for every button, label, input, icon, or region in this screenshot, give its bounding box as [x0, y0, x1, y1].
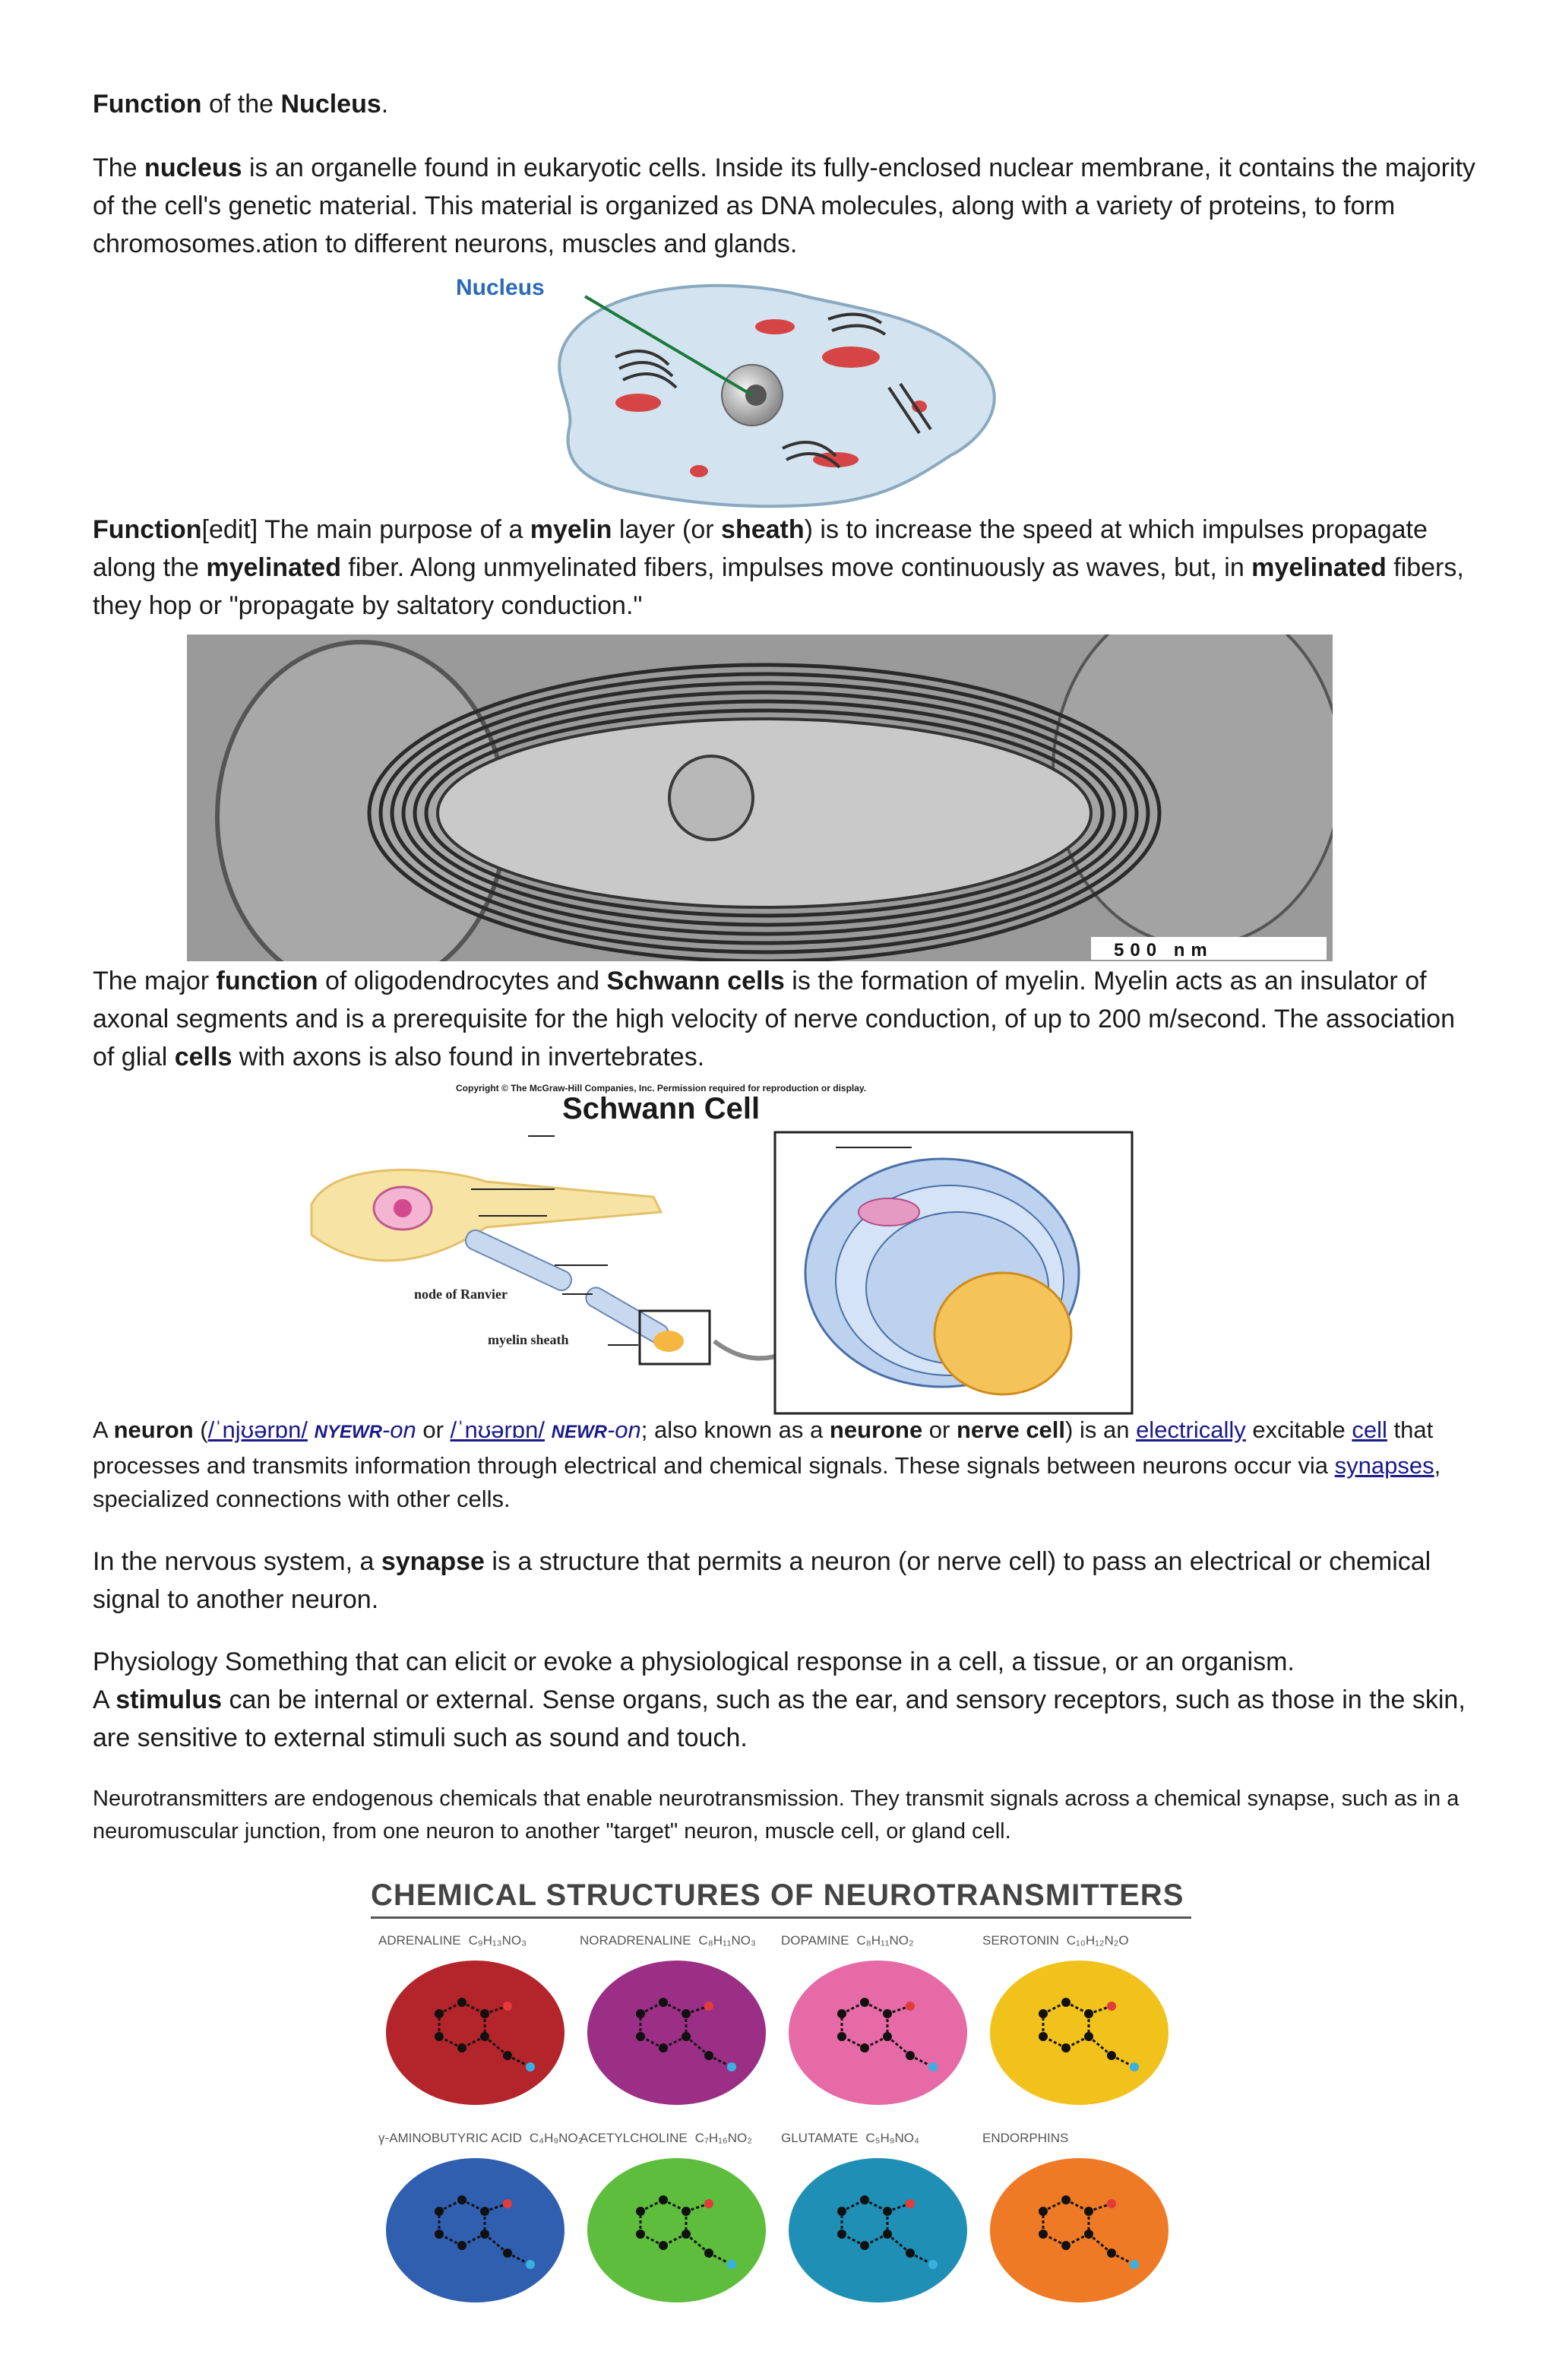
molecule-atom [682, 2207, 691, 2216]
molecule-atom [727, 2260, 736, 2269]
nt-formula: C₇H₁₆NO₂ [694, 2131, 752, 2145]
nt-formula: C₄H₉NO₂ [529, 2131, 584, 2145]
nt-formula: C₅H₉NO₄ [865, 2131, 919, 2145]
heading-nucleus-word: Nucleus [280, 90, 381, 119]
molecule-diagram [386, 2158, 565, 2302]
nt-formula: C₁₀H₁₂N₂O [1066, 1933, 1129, 1948]
nt-label [781, 1933, 914, 1948]
molecule-diagram [789, 1961, 967, 2105]
molecule-atom [1107, 2249, 1116, 2258]
molecule-atom [1039, 2009, 1048, 2018]
molecule-atom [503, 2002, 512, 2011]
paragraph-myelin: Function[edit] The main purpose of a myelin layer (or sheath) is to increase the speed at which impulses propagate along the myelinated fiber. Along unmyelinated fibers, impulses move continuously as waves, but, in myelinated fibers, they hop or "propagate by saltatory conduction." [93, 515, 1464, 620]
molecule-atom [1107, 2199, 1116, 2208]
nt-label [378, 2131, 583, 2146]
myelin-sheath-label: myelin sheath [488, 1332, 569, 1347]
heading-nucleus: Function of the Nucleus. [93, 90, 389, 119]
molecule-atom [659, 1998, 668, 2007]
molecule-atom [1061, 2043, 1071, 2052]
nt-circle [386, 1961, 565, 2105]
molecule-atom [457, 1998, 466, 2007]
molecule-atom [906, 2002, 915, 2011]
nt-name: ADRENALINE [378, 1933, 461, 1948]
molecule-atom [636, 2230, 645, 2239]
molecule-diagram [386, 1961, 565, 2105]
ipa-link-2[interactable]: /ˈnʊərɒn/ [450, 1416, 545, 1443]
molecule-atom [526, 2062, 535, 2071]
title-rule [371, 1916, 1191, 1919]
molecule-atom [480, 2207, 489, 2216]
nt-name: GLUTAMATE [781, 2131, 859, 2145]
molecule-atom [1061, 2241, 1071, 2250]
molecule-atom [480, 2032, 489, 2041]
scale-bar-label: 500 nm [1114, 940, 1213, 961]
paragraph-neurotransmitters: Neurotransmitters are endogenous chemicals that enable neurotransmission. They transmit signals across a chemical synapse, such as in a neuromuscular junction, from one neuron to another "target" neuron, muscle cell, or gland cell. [93, 1787, 1460, 1844]
molecule-atom [860, 2195, 869, 2204]
nt-label [580, 2131, 752, 2146]
molecule-atom [1107, 2002, 1116, 2011]
molecule-atom [1039, 2032, 1048, 2041]
molecule-atom [883, 2230, 892, 2239]
molecule-atom [1061, 2195, 1071, 2204]
molecule-atom [704, 2199, 713, 2208]
nt-circle [990, 2158, 1169, 2302]
nt-name: DOPAMINE [781, 1933, 849, 1948]
molecule-atom [503, 2051, 512, 2060]
molecule-diagram [990, 1961, 1169, 2105]
molecule-atom [503, 2249, 512, 2258]
myelin-micrograph [187, 635, 1333, 961]
molecule-atom [636, 2009, 645, 2018]
molecule-atom [1084, 2207, 1093, 2216]
nt-formula: C₈H₁₁NO₃ [698, 1933, 756, 1948]
node-of-ranvier-label: node of Ranvier [414, 1287, 508, 1302]
schwann-cell-title: Schwann Cell [562, 1092, 761, 1125]
paragraph-neuron: A neuron (/ˈnjʊərɒn/ NYEWR-on or /ˈnʊərɒn/ NEWR-on; also known as a neurone or nerve cell) is an electrically excitable cell that processes and transmits information through electrical and chemical signals. These signals between neurons occur via synapses, specialized connections with other cells. [93, 1416, 1441, 1512]
molecule-atom [682, 2009, 691, 2018]
molecule-atom [1084, 2009, 1093, 2018]
molecule-atom [704, 2002, 713, 2011]
molecule-diagram [587, 2158, 766, 2302]
molecule-atom [704, 2051, 713, 2060]
molecule-atom [682, 2032, 691, 2041]
molecule-atom [457, 2043, 466, 2052]
nt-circle [789, 1961, 967, 2105]
link-synapses[interactable]: synapses [1334, 1452, 1434, 1479]
molecule-atom [860, 2043, 869, 2052]
nt-circle [587, 2158, 766, 2302]
molecule-atom [659, 2241, 668, 2250]
molecule-atom [636, 2207, 645, 2216]
molecule-atom [457, 2241, 466, 2250]
molecule-atom [435, 2230, 444, 2239]
molecule-atom [883, 2009, 892, 2018]
molecule-diagram [789, 2158, 967, 2302]
molecule-atom [837, 2009, 846, 2018]
molecule-atom [906, 2249, 915, 2258]
molecule-atom [682, 2230, 691, 2239]
copyright-note: Copyright © The McGraw-Hill Companies, Inc. Permission required for reproduction or display. [456, 1083, 867, 1093]
molecule-atom [435, 2009, 444, 2018]
molecule-atom [1039, 2230, 1048, 2239]
molecule-atom [457, 2195, 466, 2204]
nt-formula: C₈H₁₁NO₂ [856, 1933, 914, 1948]
molecule-atom [928, 2062, 938, 2071]
molecule-atom [1084, 2032, 1093, 2041]
nt-name: γ-AMINOBUTYRIC ACID [378, 2131, 522, 2145]
neurotransmitters-figure [363, 1869, 1203, 2234]
link-cell[interactable]: cell [1352, 1416, 1387, 1443]
paragraph-nucleus: The nucleus is an organelle found in eukaryotic cells. Inside its fully-enclosed nuclear membrane, it contains the majority of the cell's genetic material. This material is organized as DNA molecules, along with a variety of proteins, to form chromosomes.ation to different neurons, muscles and glands. [93, 153, 1475, 258]
molecule-atom [1130, 2260, 1139, 2269]
molecule-atom [837, 2032, 846, 2041]
nt-label [982, 2131, 1076, 2146]
nt-name: NORADRENALINE [580, 1933, 691, 1948]
molecule-atom [883, 2032, 892, 2041]
nt-circle [990, 1961, 1169, 2105]
molecule-atom [1039, 2207, 1048, 2216]
molecule-atom [883, 2207, 892, 2216]
molecule-diagram [990, 2158, 1169, 2302]
nt-circle [386, 2158, 565, 2302]
nt-figure-title: CHEMICAL STRUCTURES OF NEUROTRANSMITTERS [371, 1878, 1184, 1912]
term-neuron: neuron [113, 1416, 194, 1443]
nucleus-label: Nucleus [456, 275, 545, 300]
mitochondrion [615, 394, 661, 412]
molecule-atom [1084, 2230, 1093, 2239]
molecule-atom [860, 2241, 869, 2250]
molecule-atom [727, 2062, 736, 2071]
mitochondrion [669, 756, 753, 840]
nt-formula: C₉H₁₃NO₃ [468, 1933, 527, 1948]
nt-label [982, 1933, 1129, 1948]
paragraph-synapse: In the nervous system, a synapse is a structure that permits a neuron (or nerve cell) to pass an electrical or chemical signal to another neuron. [93, 1547, 1431, 1614]
cell-nucleus-figure [448, 274, 1010, 509]
molecule-atom [1061, 1998, 1071, 2007]
molecule-atom [837, 2230, 846, 2239]
nt-name: SEROTONIN [982, 1933, 1059, 1948]
nucleolus [745, 385, 767, 406]
link-electrically[interactable]: electrically [1136, 1416, 1246, 1443]
paragraph-schwann: The major function of oligodendrocytes and Schwann cells is the formation of myelin. Myelin acts as an insulator of axonal segments and is a prerequisite for the high velocity of nerve conduction, of up to 200 m/second. The association of glial cells with axons is also found in invertebrates. [93, 967, 1456, 1071]
molecule-atom [1130, 2062, 1139, 2071]
molecule-atom [480, 2230, 489, 2239]
molecule-atom [435, 2032, 444, 2041]
ipa-link-1[interactable]: /ˈnjʊərɒn/ [207, 1416, 308, 1443]
nt-label [781, 2131, 919, 2146]
molecule-atom [837, 2207, 846, 2216]
molecule-atom [526, 2260, 535, 2269]
molecule-atom [906, 2051, 915, 2060]
nt-circle [789, 2158, 967, 2302]
molecule-atom [435, 2207, 444, 2216]
molecule-atom [659, 2043, 668, 2052]
molecule-atom [704, 2249, 713, 2258]
schwann-cell-figure [289, 1083, 1155, 1417]
mitochondrion [822, 347, 880, 368]
molecule-atom [480, 2009, 489, 2018]
mitochondrion [755, 319, 795, 334]
heading-function-word: Function [93, 90, 202, 119]
cell-illustration [448, 274, 1010, 509]
molecule-atom [636, 2032, 645, 2041]
nt-label [580, 1933, 756, 1948]
schwann-illustration [289, 1083, 1155, 1417]
molecule-atom [503, 2199, 512, 2208]
micrograph-image [187, 635, 1333, 961]
vesicle [690, 465, 708, 477]
nt-label [378, 1933, 527, 1948]
axon-cross-section [438, 719, 1091, 907]
nt-circle [587, 1961, 766, 2105]
molecule-atom [906, 2199, 915, 2208]
molecule-atom [659, 2195, 668, 2204]
molecule-atom [1107, 2051, 1116, 2060]
molecule-diagram [587, 1961, 766, 2105]
nt-name: ENDORPHINS [982, 2131, 1069, 2145]
molecule-atom [928, 2260, 938, 2269]
molecule-atom [860, 1998, 869, 2007]
paragraph-stimulus: Physiology Something that can elicit or evoke a physiological response in a cell, a tissue, or an organism. A stimulus can be internal or external. Sense organs, such as the ear, and sensory receptors, such as those in the skin, are sensitive to external stimuli such as sound and touch. [93, 1647, 1466, 1752]
nt-name: ACETYLCHOLINE [580, 2131, 688, 2145]
